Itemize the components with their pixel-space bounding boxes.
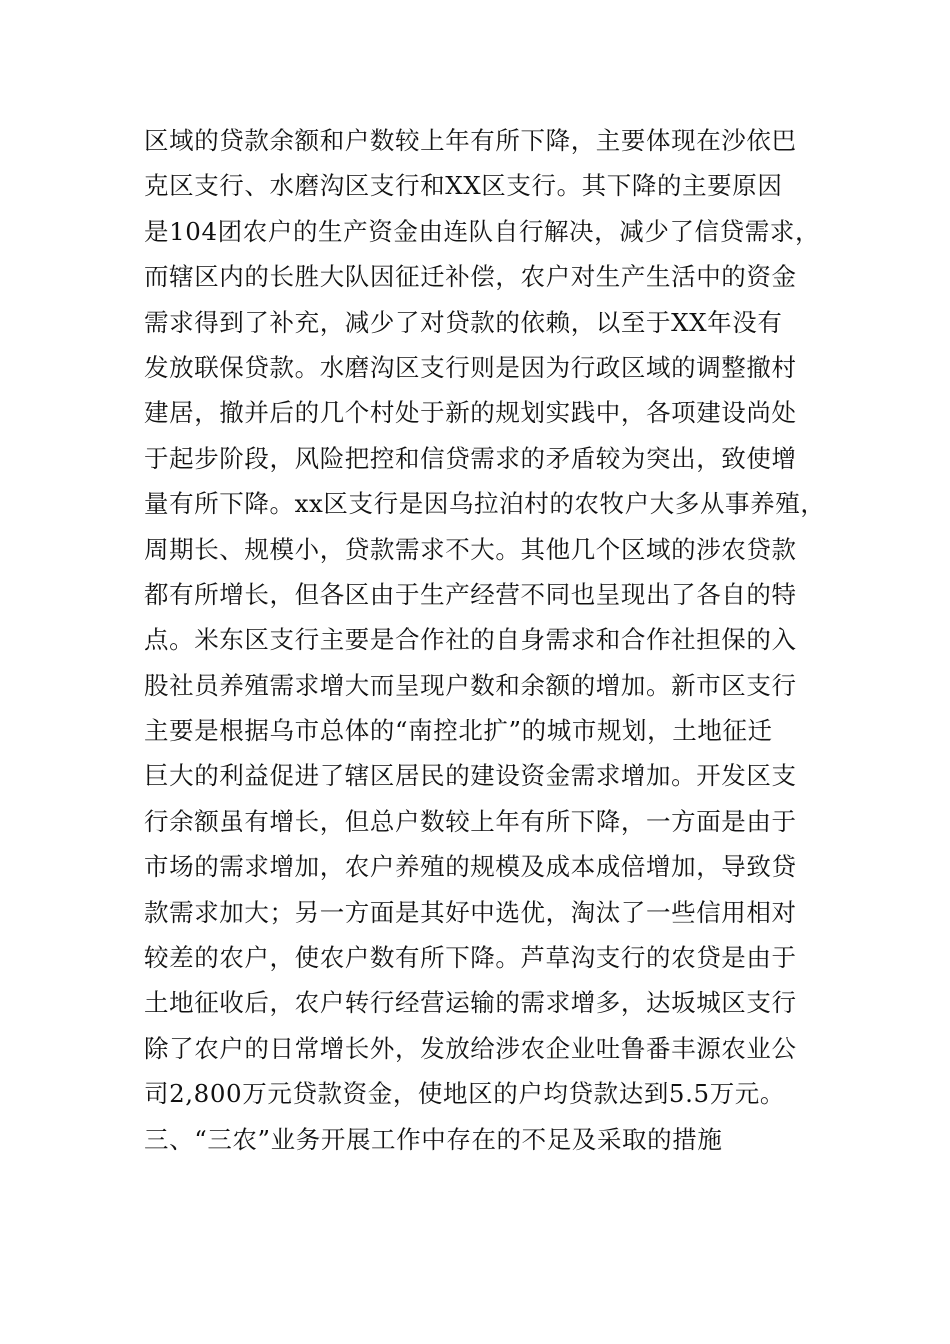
body-text: [144, 118, 824, 1162]
text-line: 巨大的利益促进了辖区居民的建设资金需求增加。开发区支: [144, 761, 797, 791]
text-line: 主要是根据乌市总体的“南控北扩”的城市规划，土地征迁: [144, 716, 773, 746]
text-line: 需求得到了补充，减少了对贷款的依赖，以至于XX年没有: [144, 307, 783, 337]
text-line: 较差的农户，使农户数有所下降。芦草沟支行的农贷是由于: [144, 943, 797, 973]
text-line: 股社员养殖需求增大而呈现户数和余额的增加。新市区支行: [144, 670, 797, 700]
text-line: 市场的需求增加，农户养殖的规模及成本成倍增加，导致贷: [144, 852, 797, 882]
text-line: 行余额虽有增长，但总户数较上年有所下降，一方面是由于: [144, 806, 797, 836]
text-line: 都有所增长，但各区由于生产经营不同也呈现出了各自的特: [144, 579, 797, 609]
text-line: 量有所下降。xx区支行是因乌拉泊村的农牧户大多从事养殖，: [144, 489, 826, 519]
text-line: 发放联保贷款。水磨沟区支行则是因为行政区域的调整撤村: [144, 352, 797, 382]
section-heading: 三、“三农”业务开展工作中存在的不足及采取的措施: [144, 1124, 723, 1154]
text-line: 周期长、规模小，贷款需求不大。其他几个区域的涉农贷款: [144, 534, 797, 564]
text-line: 克区支行、水磨沟区支行和XX区支行。其下降的主要原因: [144, 171, 783, 201]
text-line: 土地征收后，农户转行经营运输的需求增多，达坂城区支行: [144, 988, 797, 1018]
text-line: 于起步阶段，风险把控和信贷需求的矛盾较为突出，致使增: [144, 443, 797, 473]
text-line: 款需求加大；另一方面是其好中选优，淘汰了一些信用相对: [144, 897, 797, 927]
text-line: 建居，撤并后的几个村处于新的规划实践中，各项建设尚处: [144, 398, 797, 428]
text-line: 是104团农户的生产资金由连队自行解决，减少了信贷需求，: [144, 216, 821, 246]
text-line: 区域的贷款余额和户数较上年有所下降，主要体现在沙依巴: [144, 126, 797, 155]
text-line: 而辖区内的长胜大队因征迁补偿，农户对生产生活中的资金: [144, 262, 797, 292]
text-line: 司2,800万元贷款资金，使地区的户均贷款达到5.5万元。: [144, 1079, 785, 1109]
text-line: 点。米东区支行主要是合作社的自身需求和合作社担保的入: [144, 625, 797, 655]
text-line: 除了农户的日常增长外，发放给涉农企业吐鲁番丰源农业公: [144, 1033, 797, 1063]
